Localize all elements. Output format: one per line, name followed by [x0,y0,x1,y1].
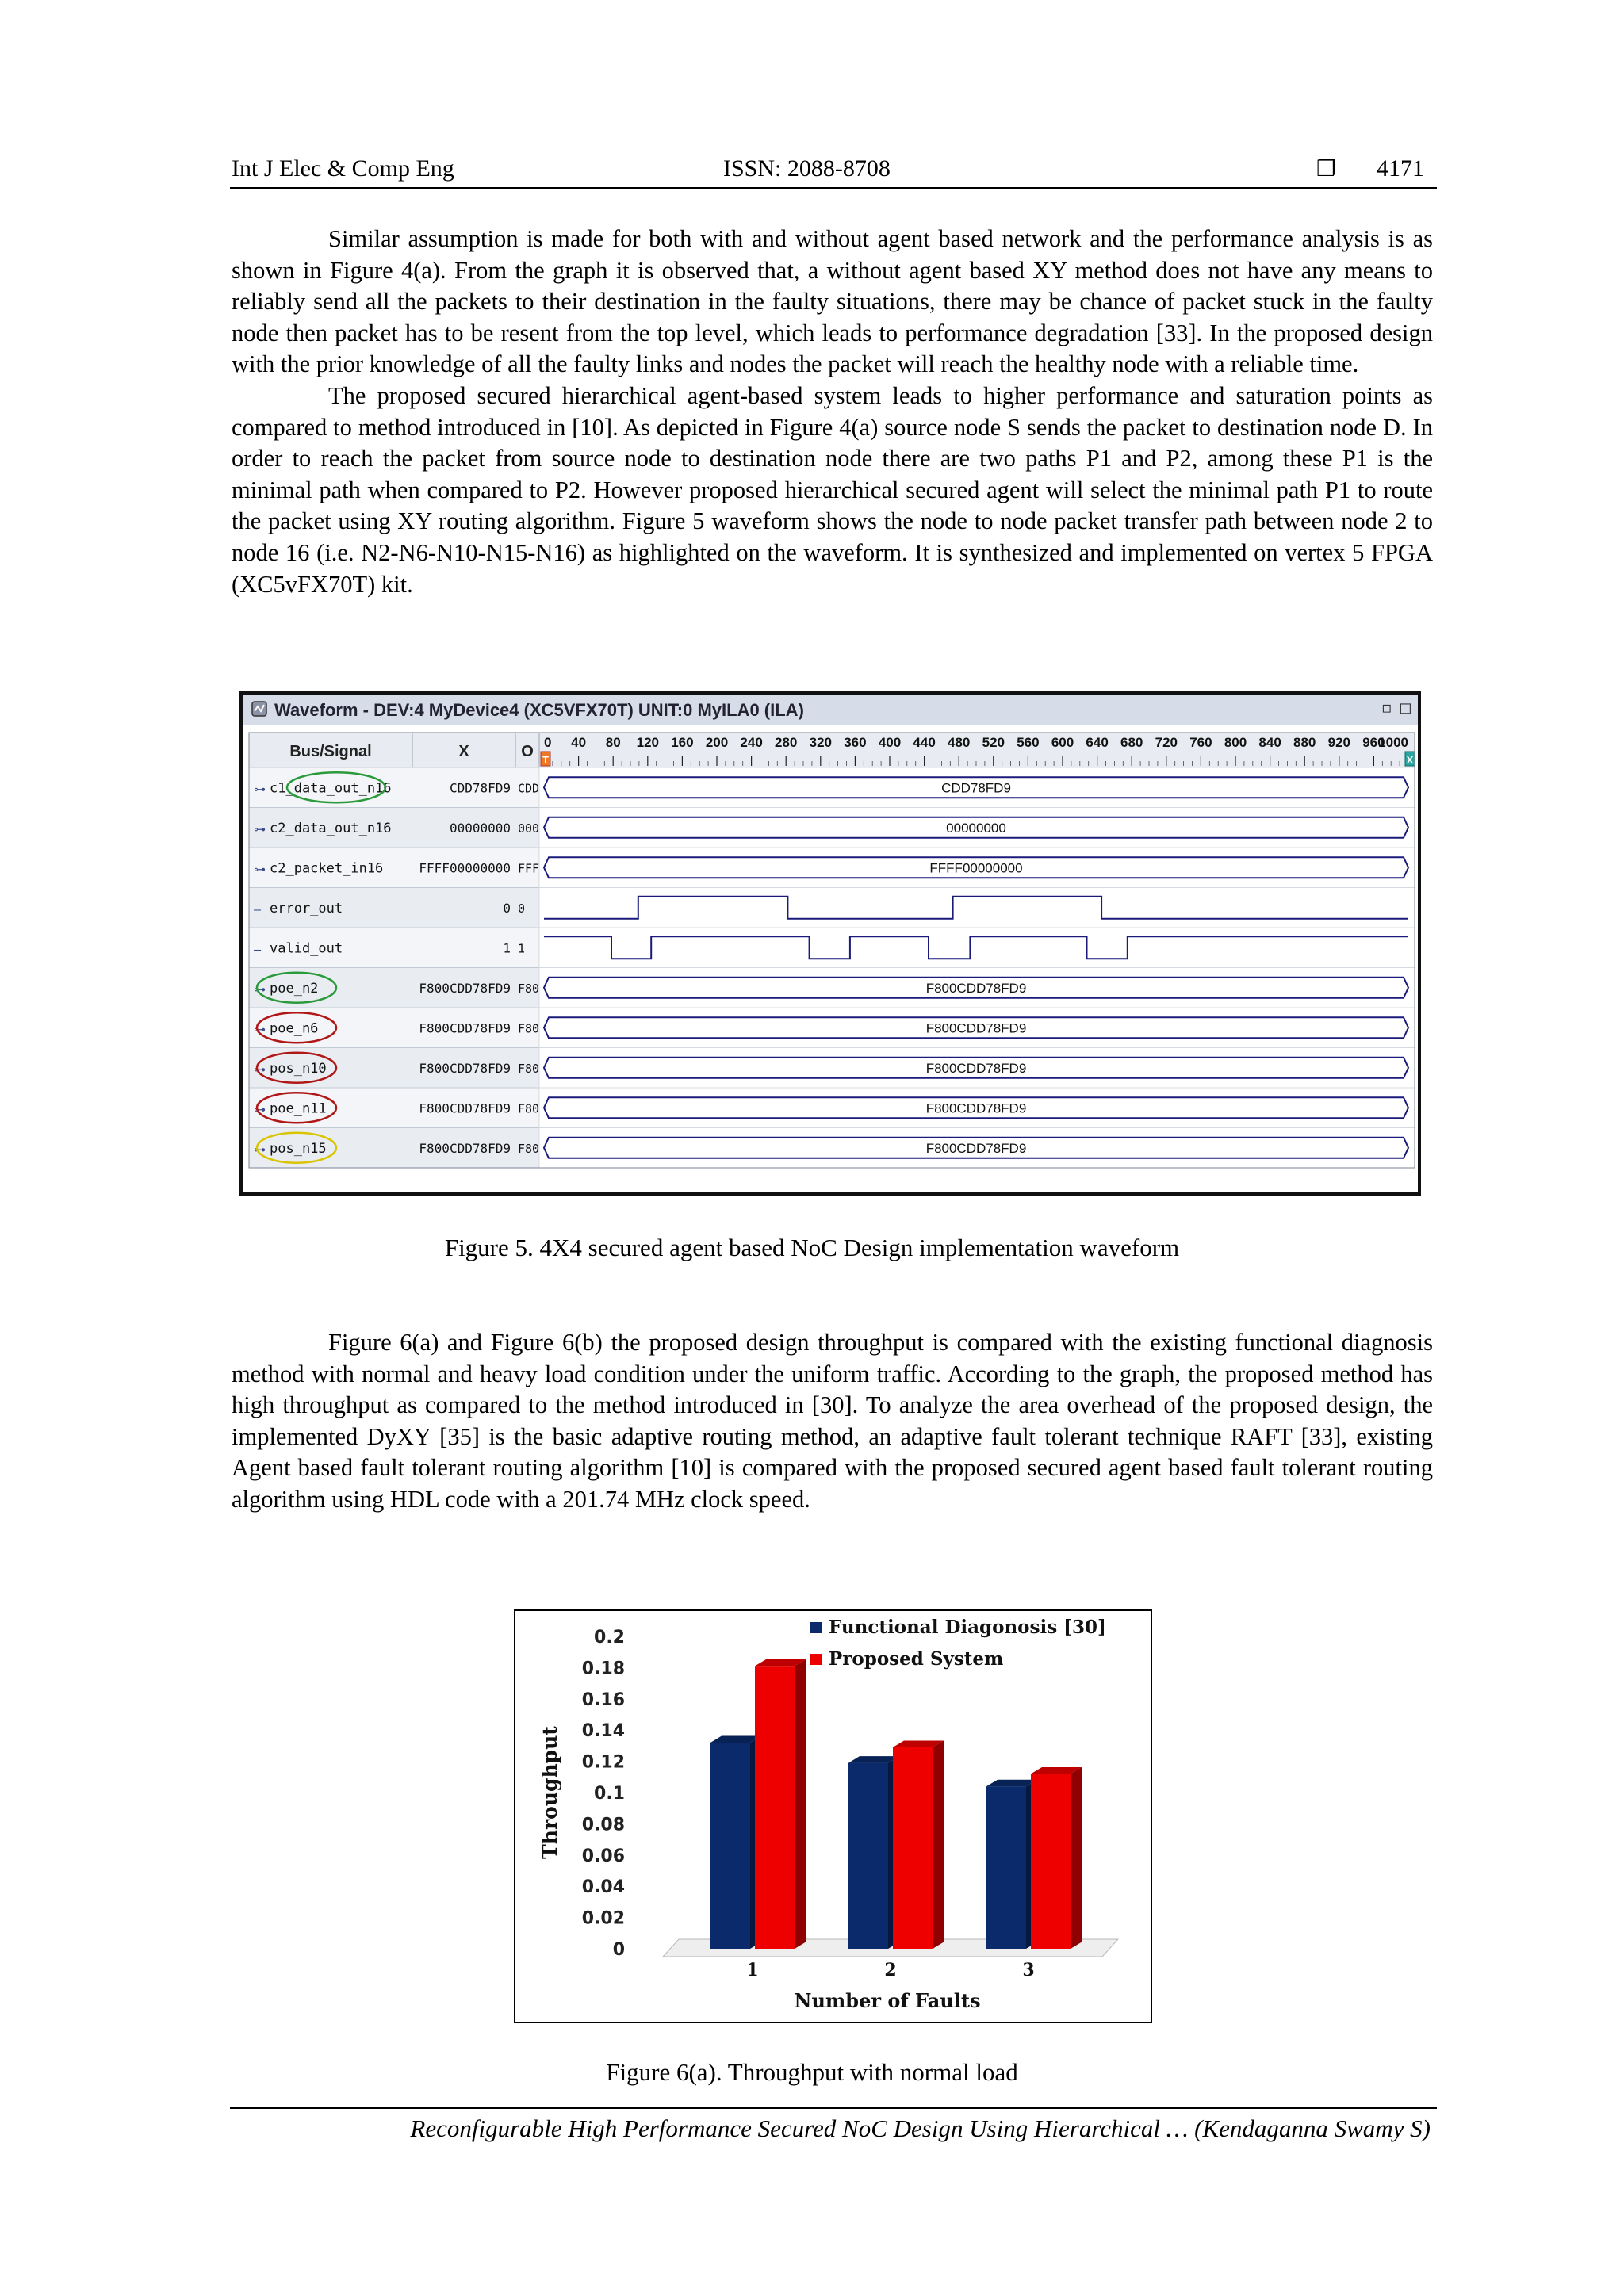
signal-expand-icon: ⊶ [254,821,266,836]
signal-name: pos_n15 [270,1140,327,1157]
x-tick-label: 1 [746,1960,759,1980]
legend-label: Functional Diagonosis [30] [829,1617,1106,1638]
body-text-top [232,224,1433,600]
legend-swatch [810,1654,822,1665]
time-tick-label: 840 [1258,735,1281,750]
col-header-o: O [521,743,534,760]
restore-icon[interactable]: ▫ [1381,698,1392,717]
signal-o-value: 0 [518,901,526,916]
bus-value: F800CDD78FD9 [925,1140,1027,1156]
throughput-chart [514,1609,1152,2023]
bus-value: 00000000 [946,820,1006,836]
paragraph: The proposed secured hierarchical agent-based system leads to higher performance and saturation points as compared to method introduced in [10]. As depicted in Figure 4(a) source node S sends the packet to destination node D. In order to reach the packet from source node to destination node there are two paths P1 and P2, among these P1 is the minimal path when compared to P2. However proposed hierarchical secured agent will select the minimal path P1 to route the packet using XY routing algorithm. Figure 5 waveform shows the node to node packet transfer path between node 2 to node 16 (i.e. N2-N6-N10-N15-N16) as highlighted on the waveform. It is synthesized and implemented on vertex 5 FPGA (XC5vFX70T) kit. [232,381,1433,598]
chart-canvas [515,1611,1151,2022]
signal-x-value: 0 [503,900,511,916]
waveform-window [239,691,1421,1196]
paragraph: Similar assumption is made for both with and without agent based network and the performance analysis is as shown in Figure 4(a). From the graph it is observed that, a without agent based XY method does not have any means to reliably send all the packets to their destination in the faulty situations, there may be chance of packet stuck in the faulty node then packet has to be resent from the top level, which leads to performance degradation [33]. In the proposed design with the prior knowledge of all the faulty links and nodes the packet will reach the healthy node with a reliable time. [232,225,1433,378]
signal-expand-icon: — [254,942,262,957]
maximize-icon[interactable]: ◻ [1399,698,1412,717]
time-tick-label: 760 [1189,735,1212,750]
cursor-x-label: X [1406,754,1414,766]
bar [848,1763,888,1949]
time-tick-label: 0 [544,735,552,750]
cursor-t-label: T [542,754,549,766]
waveform-grid [243,725,1418,1192]
running-footer: Reconfigurable High Performance Secured NoC Design Using Hierarchical … (Kendaganna Swamy S) [410,2114,1431,2142]
bus-value: F800CDD78FD9 [925,1100,1027,1116]
wave-row [539,928,1415,968]
signal-name: poe_n11 [270,1100,327,1117]
signal-o-value: 1 [518,941,526,956]
signal-expand-icon: ⊶ [254,782,266,797]
bar [710,1743,750,1949]
time-tick-label: 480 [948,735,971,750]
waveform-app-icon [251,700,268,718]
signal-x-value: F800CDD78FD9 [419,1060,511,1076]
time-tick-label: 400 [878,735,902,750]
signal-x-value: CDD78FD9 [449,780,511,796]
bus-value: CDD78FD9 [941,780,1011,796]
time-tick-label: 680 [1120,735,1143,750]
figure-6a-caption: Figure 6(a). Throughput with normal load [606,2058,1018,2086]
bus-value: F800CDD78FD9 [925,980,1027,996]
page-number: 4171 [1377,155,1424,182]
time-tick-label: 960 [1362,735,1385,750]
signal-o-value: FFF [518,861,540,876]
time-tick-label: 40 [571,735,587,750]
time-tick-label: 880 [1293,735,1316,750]
time-tick-label: 160 [671,735,694,750]
y-tick-label: 0.16 [581,1689,625,1710]
page-marker-icon: ❐ [1316,155,1337,182]
signal-name: valid_out [270,940,343,957]
signal-name: c2_packet_in16 [270,860,384,877]
y-tick-label: 0.18 [581,1659,625,1679]
waveform-title: Waveform - DEV:4 MyDevice4 (XC5VFX70T) UNIT:0 MyILA0 (ILA) [274,700,804,720]
time-tick-label: 360 [844,735,867,750]
time-tick-label: 560 [1017,735,1040,750]
signal-o-value: F80 [518,1021,540,1036]
time-tick-label: 200 [705,735,729,750]
signal-o-value: F80 [518,1101,540,1116]
signal-name: c1_data_out_n16 [270,780,392,797]
legend-label: Proposed System [829,1648,1004,1670]
waveform-title-bar [243,695,1418,725]
y-tick-label: 0.04 [581,1877,625,1898]
signal-expand-icon: ⊶ [254,1142,266,1157]
bar [1031,1774,1071,1949]
bus-value: F800CDD78FD9 [925,1060,1027,1076]
y-tick-label: 0.06 [581,1846,625,1866]
x-tick-label: 2 [884,1960,897,1980]
y-tick-label: 0.08 [581,1815,625,1835]
y-tick-label: 0 [612,1940,625,1960]
signal-x-value: FFFF00000000 [419,860,511,876]
y-axis-title: Throughput [538,1726,561,1859]
signal-name: c2_data_out_n16 [270,820,392,836]
y-tick-label: 0.14 [581,1721,625,1742]
signal-expand-icon: — [254,901,262,916]
bar [986,1786,1026,1949]
signal-name: pos_n10 [270,1060,327,1077]
bar [755,1666,795,1949]
bar-side [795,1659,806,1949]
time-tick-label: 600 [1051,735,1074,750]
time-tick-label: 440 [913,735,936,750]
time-tick-label: 520 [982,735,1005,750]
signal-x-value: 00000000 [449,820,511,836]
signal-name: error_out [270,900,343,916]
time-tick-label: 240 [740,735,763,750]
footer-rule [230,2107,1437,2109]
signal-x-value: F800CDD78FD9 [419,1140,511,1156]
paragraph: Figure 6(a) and Figure 6(b) the proposed design throughput is compared with the existing functional diagnosis method with normal and heavy load condition under the uniform traffic. According to the graph, the proposed method has high throughput as compared to the method introduced in [30]. To analyze the area overhead of the proposed design, the implemented DyXY [35] is the basic adaptive routing method, an adaptive fault tolerant technique RAFT [33], existing Agent based fault tolerant routing algorithm [10] is compared with the proposed secured agent based fault tolerant routing algorithm using HDL code with a 201.74 MHz clock speed. [232,1329,1433,1513]
y-tick-label: 0.1 [594,1784,625,1804]
col-header-x: X [458,743,469,760]
time-tick-label: 120 [636,735,659,750]
signal-x-value: F800CDD78FD9 [419,980,511,996]
signal-name: poe_n2 [270,980,319,997]
signal-o-value: CDD [518,781,540,796]
signal-name: poe_n6 [270,1020,319,1037]
signal-expand-icon: ⊶ [254,982,266,997]
time-tick-label: 280 [775,735,798,750]
wave-row [539,888,1415,928]
signal-o-value: F80 [518,981,540,996]
signal-o-value: F80 [518,1061,540,1076]
signal-expand-icon: ⊶ [254,1022,266,1037]
signal-x-value: F800CDD78FD9 [419,1020,511,1036]
time-tick-label: 1000 [1378,735,1408,750]
time-tick-label: 320 [809,735,832,750]
running-header-issn: ISSN: 2088-8708 [723,155,891,182]
col-header-bus-signal: Bus/Signal [289,743,372,760]
signal-expand-icon: ⊶ [254,1102,266,1117]
x-axis-title: Number of Faults [794,1989,981,2012]
figure-5-caption: Figure 5. 4X4 secured agent based NoC Design implementation waveform [444,1234,1180,1261]
time-tick-label: 720 [1155,735,1178,750]
y-tick-label: 0.02 [581,1908,625,1929]
legend-swatch [810,1622,822,1633]
time-tick-label: 640 [1086,735,1109,750]
time-tick-label: 800 [1224,735,1247,750]
bus-value: F800CDD78FD9 [925,1020,1027,1036]
y-tick-label: 0.12 [581,1752,625,1773]
x-tick-label: 3 [1022,1960,1035,1980]
signal-o-value: 000 [518,821,540,836]
bar [893,1747,933,1949]
body-text-mid [232,1327,1433,1516]
y-tick-label: 0.2 [594,1628,625,1647]
running-header-journal: Int J Elec & Comp Eng [232,155,454,182]
bar-side [1071,1767,1082,1949]
header-rule [230,187,1437,189]
signal-expand-icon: ⊶ [254,862,266,877]
signal-x-value: 1 [503,940,511,956]
signal-x-value: F800CDD78FD9 [419,1100,511,1116]
bus-value: FFFF00000000 [929,860,1023,876]
bar-side [933,1740,944,1949]
signal-o-value: F80 [518,1141,540,1156]
signal-expand-icon: ⊶ [254,1062,266,1077]
time-tick-label: 920 [1327,735,1350,750]
time-tick-label: 80 [605,735,621,750]
